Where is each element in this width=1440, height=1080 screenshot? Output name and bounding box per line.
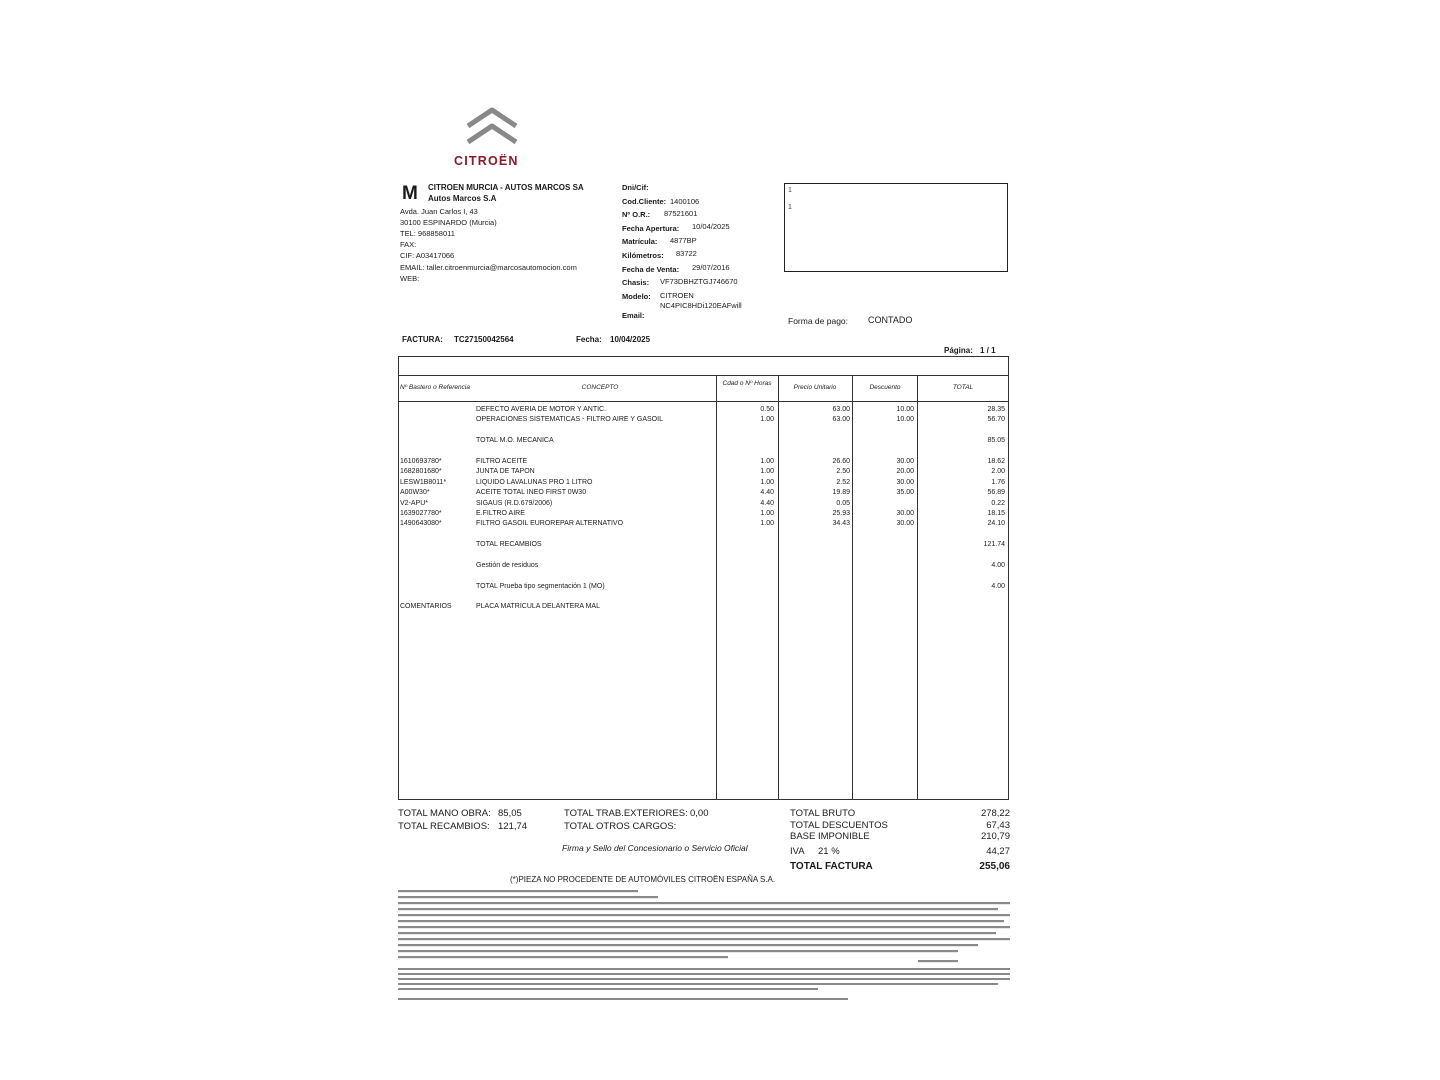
- table-cell: FILTRO ACEITE: [476, 457, 528, 465]
- table-cell: 56.89: [987, 489, 1005, 497]
- table-cell: [400, 582, 474, 592]
- table-cell: [400, 550, 474, 560]
- table-cell: 1610693780*: [400, 457, 442, 465]
- column-quantities: [718, 405, 774, 530]
- customer-code: 1400106: [670, 197, 700, 206]
- table-cell: ACEITE TOTAL INEO FIRST 0W30: [476, 489, 587, 497]
- table-cell: PLACA MATRICULA DELANTERA MAL: [476, 603, 600, 611]
- chassis-number: VF73DBHZTGJ746670: [660, 277, 738, 286]
- customer-info-labels: Dni/Cif: Cod.Cliente: Nº O.R.: Fecha Apertura: Matrícula: Kilómetros: Fecha de Venta: Chasis: Modelo: Email:: [622, 183, 680, 320]
- invoice-label: FACTURA:: [402, 335, 443, 344]
- table-cell: [400, 436, 474, 446]
- table-cell: 121.74: [983, 541, 1005, 549]
- col-divider-total: [917, 375, 918, 800]
- discounts-value: 67,43: [986, 820, 1010, 831]
- table-cell: 0.05: [836, 499, 850, 507]
- table-cell: 1.00: [760, 520, 774, 528]
- table-cell: 30.00: [896, 478, 914, 486]
- table-cell: 30.00: [896, 520, 914, 528]
- table-cell: [718, 426, 774, 436]
- table-cell: [919, 447, 1005, 457]
- table-cell: V2-APU*: [400, 499, 429, 507]
- table-cell: 20.00: [896, 468, 914, 476]
- column-unit-prices: [780, 405, 850, 530]
- table-cell: 26.60: [832, 457, 850, 465]
- gross-total-label: TOTAL BRUTO: [790, 808, 856, 819]
- table-cell: 1.00: [760, 457, 774, 465]
- total-external-value: 0,00: [690, 808, 709, 819]
- table-cell: A00W30*: [400, 489, 430, 497]
- table-cell: 10.00: [896, 406, 914, 413]
- table-cell: [476, 426, 714, 436]
- dealer-web: WEB:: [400, 274, 420, 283]
- header-concept: CONCEPTO: [581, 384, 619, 391]
- table-cell: 2.00: [991, 468, 1005, 476]
- table-cell: 56.70: [987, 416, 1005, 424]
- table-cell: 30.00: [896, 509, 914, 517]
- dealer-legal-name: Autos Marcos S.A: [428, 194, 497, 203]
- table-cell: 19.89: [832, 489, 850, 497]
- table-cell: TOTAL RECAMBIOS: [476, 541, 542, 549]
- table-cell: [400, 540, 474, 550]
- dealer-name: CITROEN MURCIA - AUTOS MARCOS SA: [428, 183, 584, 192]
- col-divider-discount: [852, 375, 853, 800]
- opening-date: 10/04/2025: [692, 222, 730, 231]
- tax-base-value: 210,79: [980, 831, 1010, 842]
- table-cell: SIGAUS (R.D.679/2006): [476, 499, 553, 507]
- gross-total-value: 278,22: [980, 808, 1010, 819]
- table-cell: 10.00: [896, 416, 914, 424]
- table-cell: 24.10: [987, 520, 1005, 528]
- kilometers: 83722: [676, 249, 697, 258]
- table-cell: 25.93: [832, 509, 850, 517]
- column-references: [400, 405, 474, 613]
- table-cell: TOTAL Prueba tipo segmentación 1 (MO): [476, 582, 605, 590]
- table-cell: JUNTA DE TAPON: [476, 468, 535, 476]
- table-cell: [400, 530, 474, 540]
- table-cell: 1.00: [760, 468, 774, 476]
- total-parts-label: TOTAL RECAMBIOS:: [398, 821, 490, 832]
- total-labor-value: 85,05: [498, 808, 522, 819]
- table-cell: [476, 447, 714, 457]
- table-cell: [476, 571, 714, 581]
- table-cell: [400, 447, 474, 457]
- table-cell: [400, 415, 474, 425]
- table-cell: [718, 436, 774, 446]
- col-divider-price: [778, 375, 779, 800]
- page-number: 1 / 1: [980, 346, 996, 355]
- discounts-label: TOTAL DESCUENTOS: [790, 820, 888, 831]
- col-divider-qty: [716, 375, 717, 800]
- table-cell: [780, 436, 850, 446]
- non-original-part-footnote: (*)PIEZA NO PROCEDENTE DE AUTOMÓVILES CITROËN ESPAÑA S.A.: [510, 875, 776, 884]
- table-cell: 1639027780*: [400, 509, 442, 517]
- table-cell: [919, 530, 1005, 540]
- column-concepts: [476, 405, 714, 613]
- table-cell: TOTAL M.O. MECANICA: [476, 437, 554, 445]
- table-cell: 1490643080*: [400, 520, 442, 528]
- table-cell: [919, 550, 1005, 560]
- header-quantity: Cdad o Nº Horas: [722, 380, 772, 387]
- dealer-logo-letter: M: [402, 183, 418, 204]
- header-total: TOTAL: [952, 384, 974, 391]
- table-cell: [854, 426, 914, 436]
- table-cell: 2.50: [836, 468, 850, 476]
- invoice-total-label: TOTAL FACTURA: [790, 861, 873, 872]
- tax-base-label: BASE IMPONIBLE: [790, 831, 870, 842]
- table-cell: 1.00: [760, 509, 774, 517]
- table-cell: LESW1B8011*: [400, 478, 447, 486]
- page-label: Página:: [944, 346, 973, 355]
- table-cell: 18.62: [987, 457, 1005, 465]
- plate-number: 4877BP: [670, 236, 697, 245]
- payment-method-value: CONTADO: [868, 315, 913, 325]
- column-totals: [919, 405, 1005, 592]
- table-cell: [780, 447, 850, 457]
- table-cell: [476, 530, 714, 540]
- total-external-label: TOTAL TRAB.EXTERIORES:: [564, 808, 688, 819]
- table-cell: [400, 592, 474, 602]
- total-other-label: TOTAL OTROS CARGOS:: [564, 821, 677, 832]
- dealer-email: EMAIL: taller.citroenmurcia@marcosautomocion.com: [400, 263, 577, 272]
- vat-rate: 21 %: [818, 846, 840, 857]
- table-cell: [476, 550, 714, 560]
- citroen-logo-text: CITROËN: [454, 154, 519, 168]
- dealer-city: 30100 ESPINARDO (Murcia): [400, 218, 497, 227]
- vat-value: 44,27: [986, 846, 1010, 857]
- table-cell: [718, 447, 774, 457]
- table-cell: [400, 426, 474, 436]
- table-cell: [780, 426, 850, 436]
- table-cell: DEFECTO AVERIA DE MOTOR Y ANTIC.: [476, 406, 607, 413]
- table-cell: Gestión de residuos: [476, 561, 539, 569]
- table-cell: 85.05: [987, 437, 1005, 445]
- table-cell: 34.43: [832, 520, 850, 528]
- column-discounts: [854, 405, 914, 530]
- header-discount: Descuento: [869, 384, 901, 391]
- table-cell: LIQUIDO LAVALUNAS PRO 1 LITRO: [476, 478, 593, 486]
- citroen-chevrons-icon: [464, 104, 520, 156]
- vat-label: IVA: [790, 846, 805, 857]
- table-cell: 63.00: [832, 406, 850, 413]
- table-cell: OPERACIONES SISTEMATICAS - FILTRO AIRE Y GASOIL: [476, 416, 663, 424]
- table-cell: FILTRO GASOIL EUROREPAR ALTERNATIVO: [476, 520, 624, 528]
- table-cell: 63.00: [832, 416, 850, 424]
- sale-date: 29/07/2016: [692, 263, 730, 272]
- payment-method-label: Forma de pago:: [788, 316, 849, 326]
- table-cell: [854, 436, 914, 446]
- table-cell: COMENTARIOS: [400, 603, 452, 611]
- header-unit-price: Precio Unitario: [793, 384, 837, 391]
- table-cell: 35.00: [896, 489, 914, 497]
- customer-address-box: 1 1: [784, 183, 1008, 272]
- dealer-cif: CIF: A03417066: [400, 251, 455, 260]
- table-cell: 4.40: [760, 489, 774, 497]
- invoice-total-value: 255,06: [979, 861, 1010, 872]
- table-cell: 0.22: [991, 499, 1005, 507]
- table-cell: [400, 405, 474, 415]
- invoice-date: 10/04/2025: [610, 335, 651, 344]
- table-cell: 1.00: [760, 478, 774, 486]
- table-cell: 4.00: [991, 561, 1005, 569]
- table-cell: 4.40: [760, 499, 774, 507]
- table-cell: 1.00: [760, 416, 774, 424]
- table-cell: 2.52: [836, 478, 850, 486]
- dealer-address: Avda. Juan Carlos I, 43: [400, 207, 478, 216]
- order-number: 87521601: [664, 209, 698, 218]
- table-cell: [919, 426, 1005, 436]
- legal-fine-print: [398, 888, 1010, 1006]
- table-cell: [400, 561, 474, 571]
- header-reference: Nº Bastero o Referencia: [400, 384, 470, 391]
- table-cell: [476, 592, 714, 602]
- table-cell: 4.00: [991, 582, 1005, 590]
- model-brand: CITROEN: [660, 291, 694, 300]
- total-labor-label: TOTAL MANO OBRA:: [398, 808, 491, 819]
- table-cell: [919, 571, 1005, 581]
- invoice-number: TC27150042564: [454, 335, 514, 344]
- dealer-tel: TEL: 968858011: [400, 229, 455, 238]
- table-cell: 0.50: [760, 406, 774, 413]
- table-cell: E.FILTRO AIRE: [476, 509, 525, 517]
- table-cell: [400, 571, 474, 581]
- table-cell: 18.15: [987, 509, 1005, 517]
- table-cell: 28.35: [987, 406, 1005, 413]
- table-cell: 1.76: [991, 478, 1005, 486]
- table-cell: 30.00: [896, 457, 914, 465]
- total-parts-value: 121,74: [498, 821, 528, 832]
- table-cell: [854, 499, 914, 509]
- dealer-fax: FAX:: [400, 240, 417, 249]
- model-version: NC4PIC8HDi120EAFwill: [660, 301, 742, 310]
- invoice-date-label: Fecha:: [576, 335, 602, 344]
- table-cell: 1682801680*: [400, 468, 442, 476]
- table-cell: [854, 447, 914, 457]
- signature-caption: Firma y Sello del Concesionario o Servicio Oficial: [562, 843, 748, 853]
